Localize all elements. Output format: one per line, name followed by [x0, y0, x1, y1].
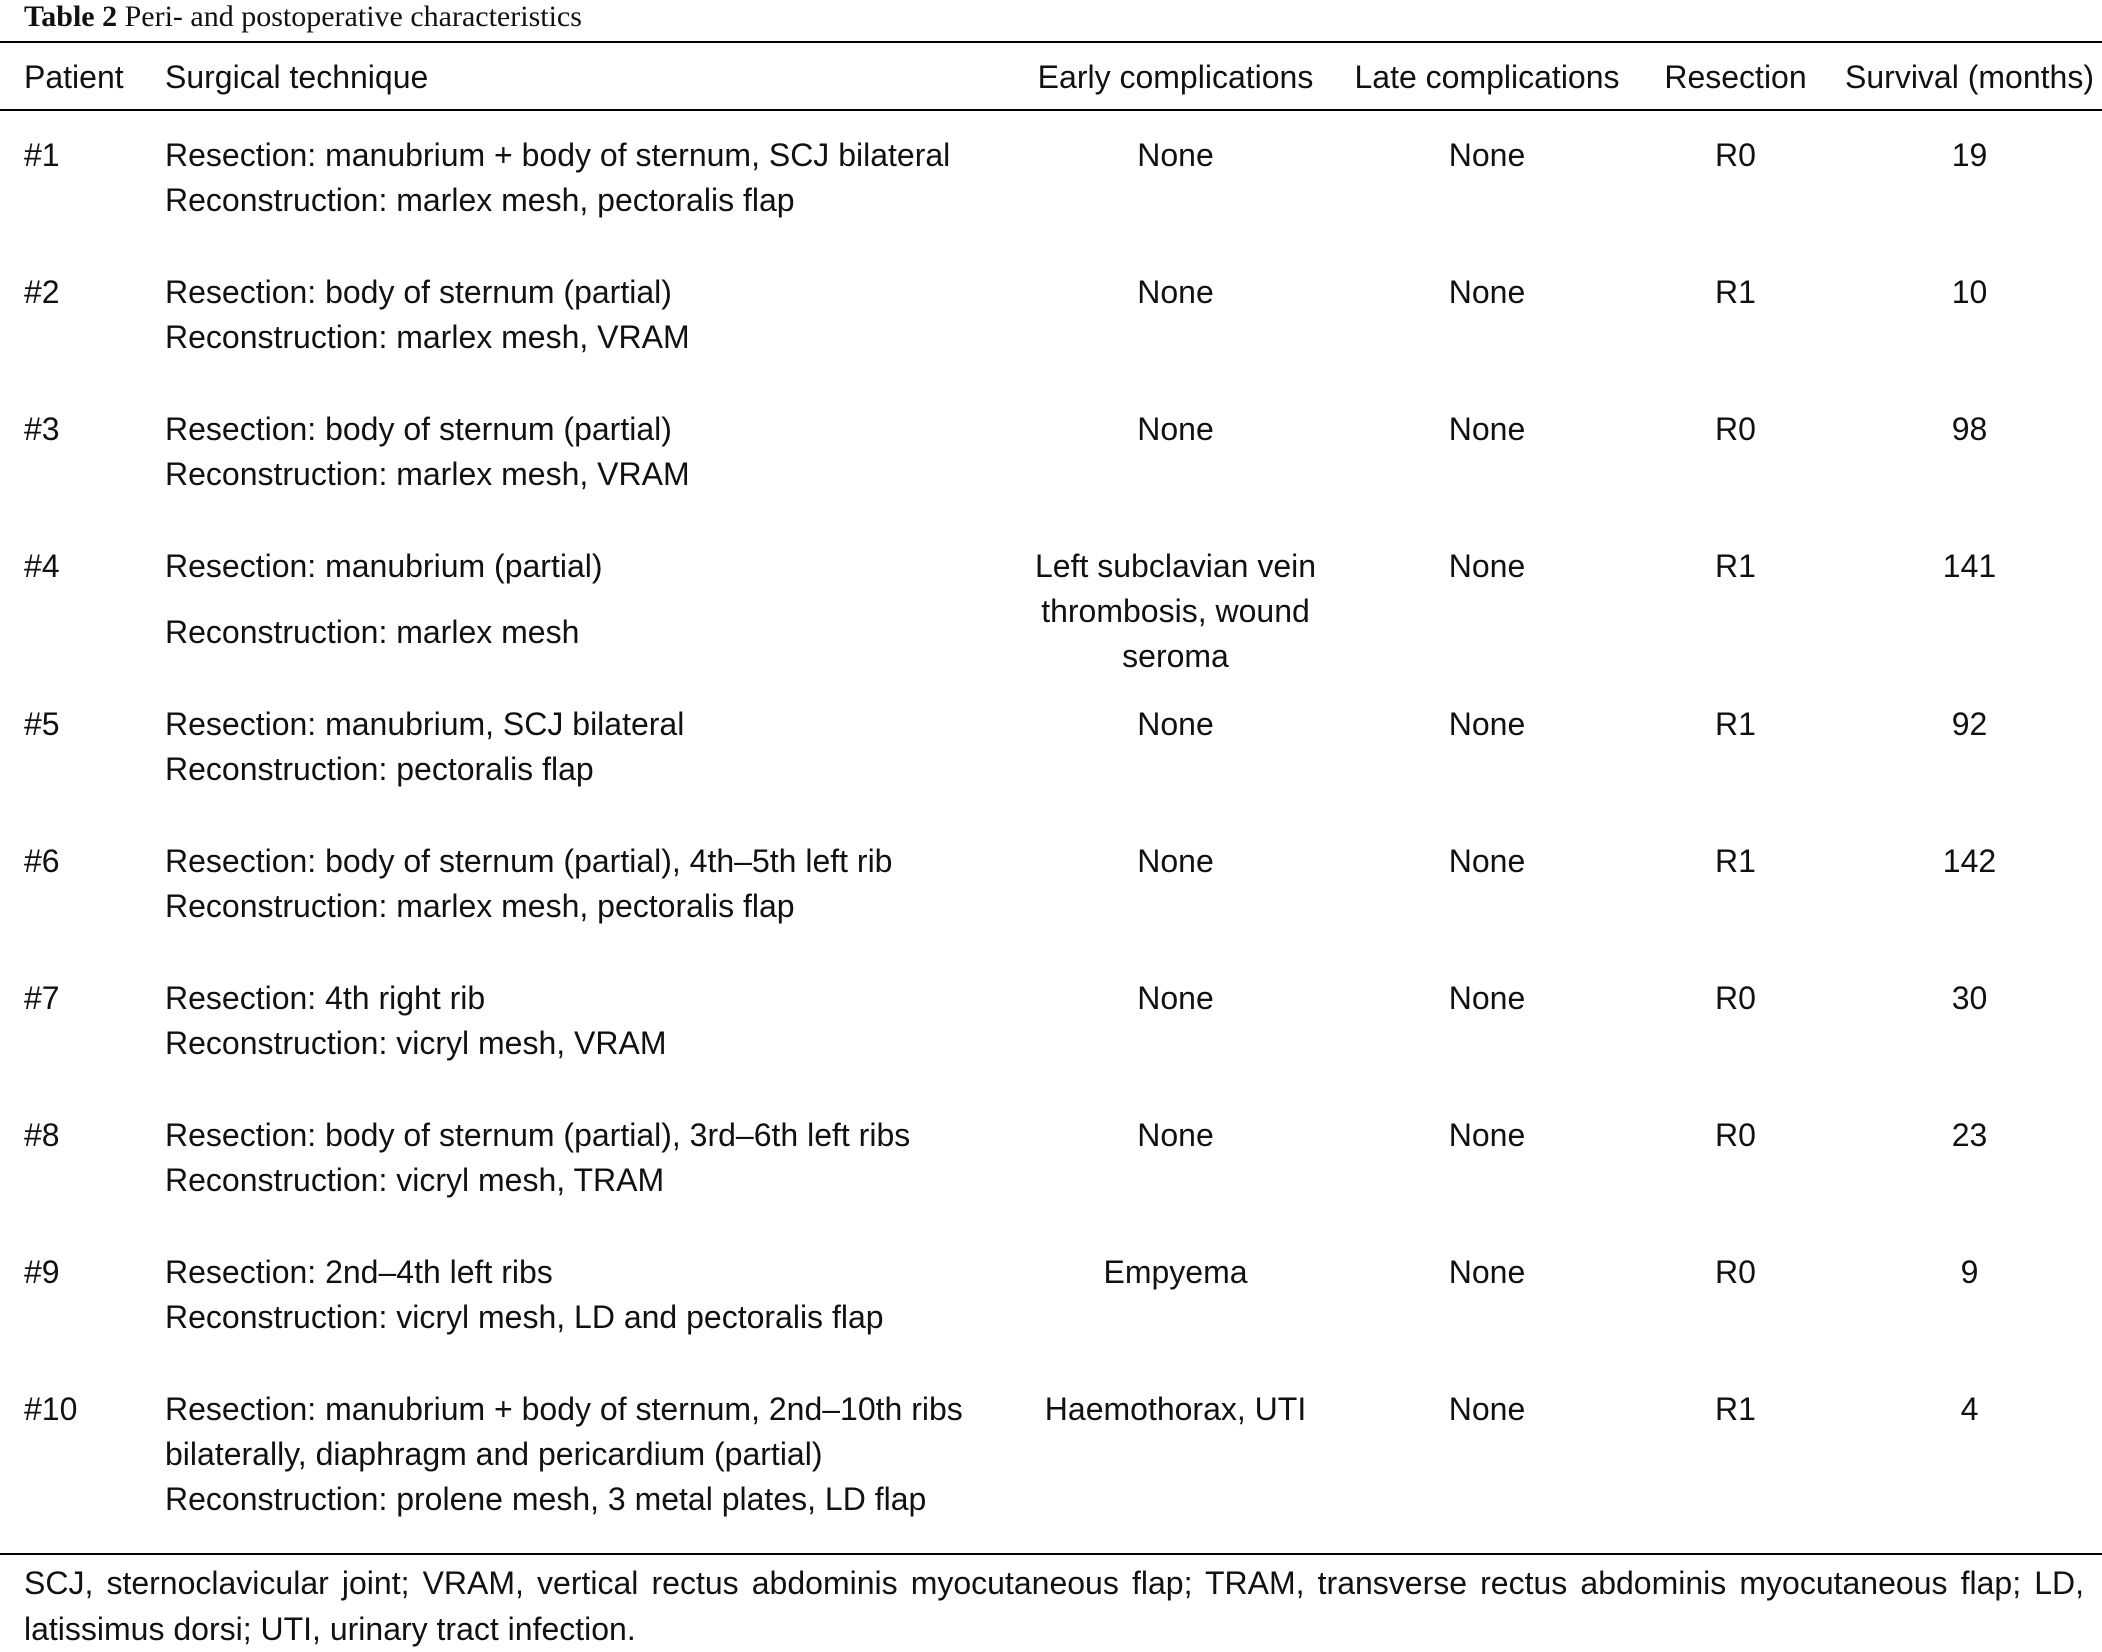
resection-cell: R0 [1715, 1117, 1756, 1153]
resection-cell: R0 [1715, 137, 1756, 173]
table-row [0, 953, 2102, 1021]
late-complications-cell: None [1448, 706, 1526, 742]
late-complications-cell: None [1448, 411, 1526, 447]
reconstruction-technique-cell: Reconstruction: pectoralis flap [165, 751, 594, 787]
table-header [0, 44, 2102, 110]
header-late-complications: Late complications [1354, 58, 1620, 95]
table-row [0, 1227, 2102, 1295]
early-complications-cell: None [1137, 137, 1214, 173]
table-row [0, 247, 2102, 315]
resection-cell: R1 [1715, 1391, 1756, 1427]
resection-cell: R1 [1715, 706, 1756, 742]
patient-cell: #5 [24, 706, 60, 742]
reconstruction-technique-cell: Reconstruction: vicryl mesh, TRAM [165, 1162, 665, 1198]
patient-cell: #7 [24, 980, 60, 1016]
survival-cell: 23 [1951, 1117, 1988, 1153]
resection-cell: R1 [1715, 274, 1756, 310]
patient-cell: #10 [24, 1391, 78, 1427]
survival-cell: 142 [1942, 843, 1997, 879]
resection-cell: R0 [1715, 1254, 1756, 1290]
early-complications-cell: None [1137, 843, 1214, 879]
late-complications-cell: None [1448, 1117, 1526, 1153]
reconstruction-technique-cell: Reconstruction: marlex mesh, pectoralis flap [165, 888, 795, 924]
late-complications-cell: None [1448, 137, 1526, 173]
patient-cell: #4 [24, 548, 60, 584]
late-complications-cell: None [1448, 980, 1526, 1016]
survival-cell: 141 [1942, 548, 1997, 584]
reconstruction-technique-cell: Reconstruction: marlex mesh [165, 614, 580, 650]
early-complications-cell: None [1137, 274, 1214, 310]
late-complications-cell: None [1448, 548, 1526, 584]
patient-cell: #1 [24, 137, 60, 173]
table-row [0, 1090, 2102, 1158]
table-row [0, 110, 2102, 178]
late-complications-cell: None [1448, 1391, 1526, 1427]
resection-technique-cell: Resection: 4th right rib [165, 980, 486, 1016]
header-survival: Survival (months) [1845, 58, 2094, 95]
table-row [0, 679, 2102, 747]
characteristics-table [0, 44, 2102, 1546]
resection-technique-cell: Resection: 2nd–4th left ribs [165, 1254, 553, 1290]
table-row [0, 521, 2102, 610]
early-complications-cell: None [1137, 1117, 1214, 1153]
survival-cell: 98 [1951, 411, 1988, 447]
patient-cell: #8 [24, 1117, 60, 1153]
resection-technique-cell: Resection: body of sternum (partial) [165, 274, 672, 310]
table-row [0, 816, 2102, 884]
reconstruction-technique-cell: Reconstruction: marlex mesh, VRAM [165, 319, 690, 355]
table-caption [24, 0, 582, 36]
table-title: Peri- and postoperative characteristics [124, 0, 582, 33]
patient-cell: #3 [24, 411, 60, 447]
survival-cell: 9 [1960, 1254, 1979, 1290]
early-complications-cell: None [1137, 411, 1214, 447]
patient-cell: #2 [24, 274, 60, 310]
reconstruction-technique-cell: Reconstruction: prolene mesh, 3 metal plates, LD flap [165, 1481, 927, 1517]
table-row [0, 384, 2102, 452]
late-complications-cell: None [1448, 843, 1526, 879]
table-row [0, 1364, 2102, 1477]
survival-cell: 19 [1951, 137, 1988, 173]
survival-cell: 10 [1951, 274, 1988, 310]
header-resection: Resection [1664, 58, 1807, 95]
reconstruction-technique-cell: Reconstruction: marlex mesh, pectoralis flap [165, 182, 795, 218]
header-surgical-technique: Surgical technique [165, 58, 429, 95]
table-footnote: SCJ, sternoclavicular joint; VRAM, vertical rectus abdominis myocutaneous flap; TRAM, transverse rectus abdominis myocutaneous flap; LD, latissimus dorsi; UTI, urinary tract infection. [24, 1565, 2084, 1647]
early-complications-cell: Empyema [1103, 1254, 1248, 1290]
patient-cell: #6 [24, 843, 60, 879]
header-early-complications: Early complications [1037, 58, 1314, 95]
survival-cell: 30 [1951, 980, 1988, 1016]
patient-cell: #9 [24, 1254, 60, 1290]
header-patient: Patient [24, 58, 124, 95]
resection-technique-cell: Resection: body of sternum (partial), 4th–5th left rib [165, 843, 893, 879]
survival-cell: 4 [1960, 1391, 1979, 1427]
table-label: Table 2 [24, 0, 118, 33]
bottom-rule [0, 1553, 2102, 1555]
table-body [0, 110, 2102, 1546]
resection-technique-cell: Resection: manubrium, SCJ bilateral [165, 706, 685, 742]
resection-technique-cell: Resection: body of sternum (partial) [165, 411, 672, 447]
resection-cell: R1 [1715, 843, 1756, 879]
reconstruction-technique-cell: Reconstruction: vicryl mesh, LD and pectoralis flap [165, 1299, 884, 1335]
early-complications-cell: None [1137, 706, 1214, 742]
resection-technique-cell: Resection: body of sternum (partial), 3rd–6th left ribs [165, 1117, 911, 1153]
late-complications-cell: None [1448, 274, 1526, 310]
survival-cell: 92 [1951, 706, 1988, 742]
resection-technique-cell: Resection: manubrium (partial) [165, 548, 603, 584]
early-complications-cell: None [1137, 980, 1214, 1016]
resection-technique-cell: Resection: manubrium + body of sternum, SCJ bilateral [165, 137, 951, 173]
top-rule [0, 41, 2102, 43]
late-complications-cell: None [1448, 1254, 1526, 1290]
early-complications-cell: Haemothorax, UTI [1044, 1391, 1307, 1427]
resection-cell: R0 [1715, 411, 1756, 447]
resection-cell: R0 [1715, 980, 1756, 1016]
reconstruction-technique-cell: Reconstruction: vicryl mesh, VRAM [165, 1025, 667, 1061]
reconstruction-technique-cell: Reconstruction: marlex mesh, VRAM [165, 456, 690, 492]
resection-cell: R1 [1715, 548, 1756, 584]
early-complications-cell: Left subclavian vein thrombosis, wound seroma [1034, 548, 1317, 674]
resection-technique-cell: Resection: manubrium + body of sternum, 2nd–10th ribs bilaterally, diaphragm and pericardium (partial) [165, 1391, 963, 1472]
